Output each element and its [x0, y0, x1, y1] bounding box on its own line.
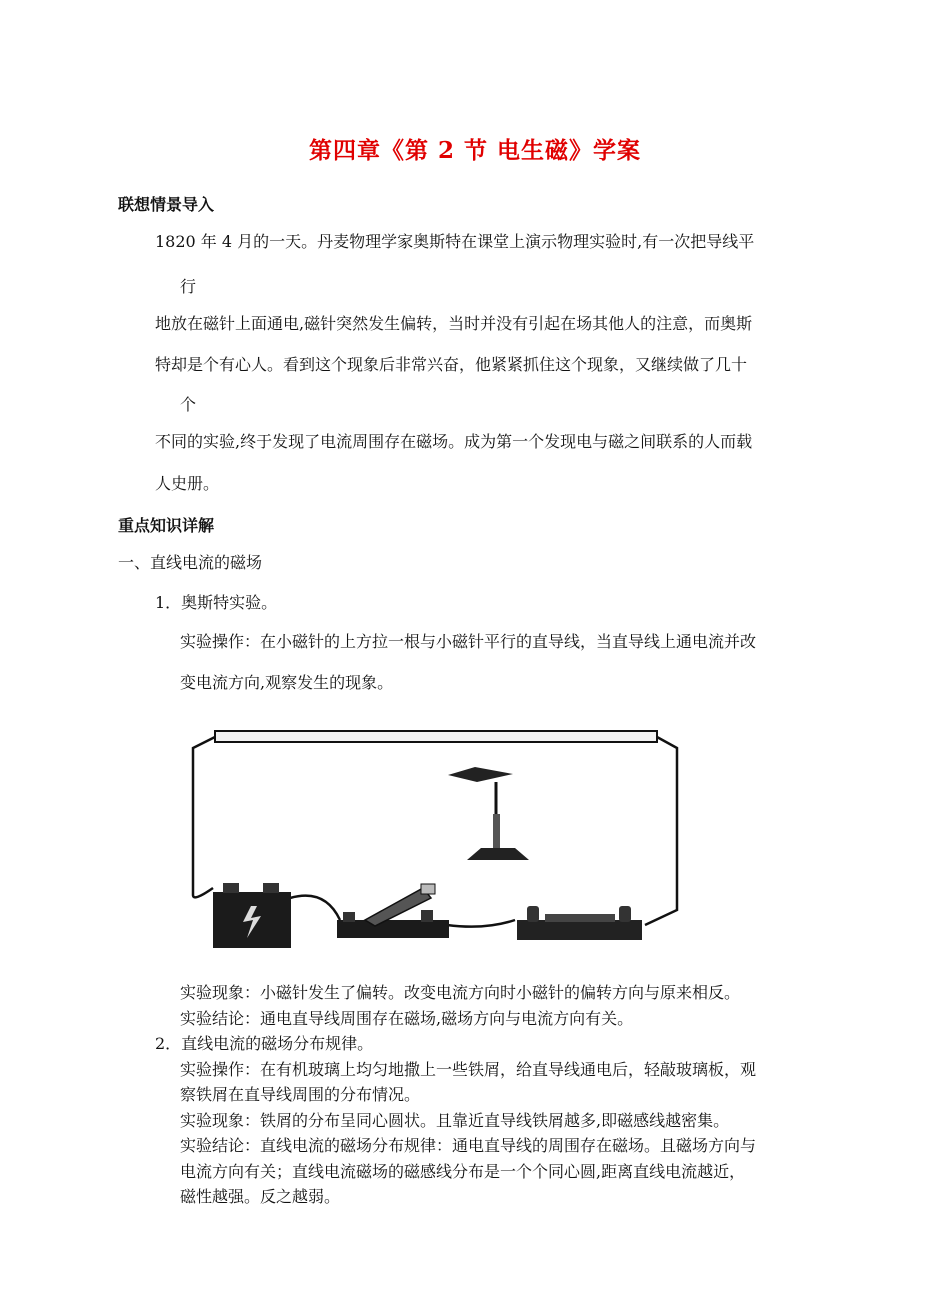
- intro-line-5: 个: [180, 395, 197, 414]
- wire-switch-resistor: [447, 920, 515, 927]
- item-1-phenomenon: 实验现象：小磁针发生了偏转。改变电流方向时小磁针的偏转方向与原来相反。: [180, 983, 741, 1002]
- needle-stand-base: [467, 848, 529, 860]
- wire-left: [193, 737, 215, 897]
- oersted-experiment-figure: [185, 720, 690, 958]
- item-1-operation-line-1: 实验操作：在小磁针的上方拉一根与小磁针平行的直导线，当直导线上通电流并改: [180, 632, 757, 651]
- item-2-operation-line-1: 实验操作：在有机玻璃上均匀地撒上一些铁屑，给直导线通电后，轻敲玻璃板，观: [180, 1060, 757, 1079]
- item-2-label: 2．直线电流的磁场分布规律。: [155, 1034, 374, 1053]
- wire-right: [645, 737, 677, 925]
- switch-icon: [337, 920, 449, 938]
- straight-wire: [215, 731, 657, 742]
- wire-battery-switch: [290, 896, 340, 920]
- needle-stand-post: [493, 814, 500, 852]
- intro-line-1: 1820 年 4 月的一天。丹麦物理学家奥斯特在课堂上演示物理实验时,有一次把导线平: [155, 232, 755, 251]
- intro-line-6: 不同的实验,终于发现了电流周围存在磁场。成为第一个发现电与磁之间联系的人而载: [155, 432, 753, 451]
- item-2-conclusion-line-1: 实验结论：直线电流的磁场分布规律：通电直导线的周围存在磁场。且磁场方向与: [180, 1136, 757, 1155]
- item-2-phenomenon: 实验现象：铁屑的分布呈同心圆状。且靠近直导线铁屑越多,即磁感线越密集。: [180, 1111, 730, 1130]
- item-2-conclusion-line-2: 电流方向有关；直线电流磁场的磁感线分布是一个个同心圆,距离直线电流越近，: [180, 1162, 746, 1181]
- intro-line-4: 特却是个有心人。看到这个现象后非常兴奋，他紧紧抓住这个现象，又继续做了几十: [155, 355, 748, 374]
- section-1-heading: 一、直线电流的磁场: [118, 553, 263, 572]
- page-title: 第四章《第 2 节 电生磁》学案: [308, 137, 642, 164]
- resistor-icon: [517, 920, 642, 940]
- item-2-operation-line-2: 察铁屑在直导线周围的分布情况。: [180, 1085, 421, 1104]
- item-1-label: 1．奥斯特实验。: [155, 593, 278, 612]
- intro-heading: 联想情景导入: [118, 195, 215, 214]
- intro-line-2: 行: [180, 277, 197, 296]
- compass-needle-icon: [448, 767, 513, 782]
- item-1-conclusion: 实验结论：通电直导线周围存在磁场,磁场方向与电流方向有关。: [180, 1009, 634, 1028]
- item-1-operation-line-2: 变电流方向,观察发生的现象。: [180, 673, 394, 692]
- intro-line-3: 地放在磁针上面通电,磁针突然发生偏转，当时并没有引起在场其他人的注意，而奥斯: [155, 314, 753, 333]
- intro-line-7: 人史册。: [155, 474, 220, 493]
- item-2-conclusion-line-3: 磁性越强。反之越弱。: [180, 1187, 341, 1206]
- knowledge-heading: 重点知识详解: [118, 516, 215, 535]
